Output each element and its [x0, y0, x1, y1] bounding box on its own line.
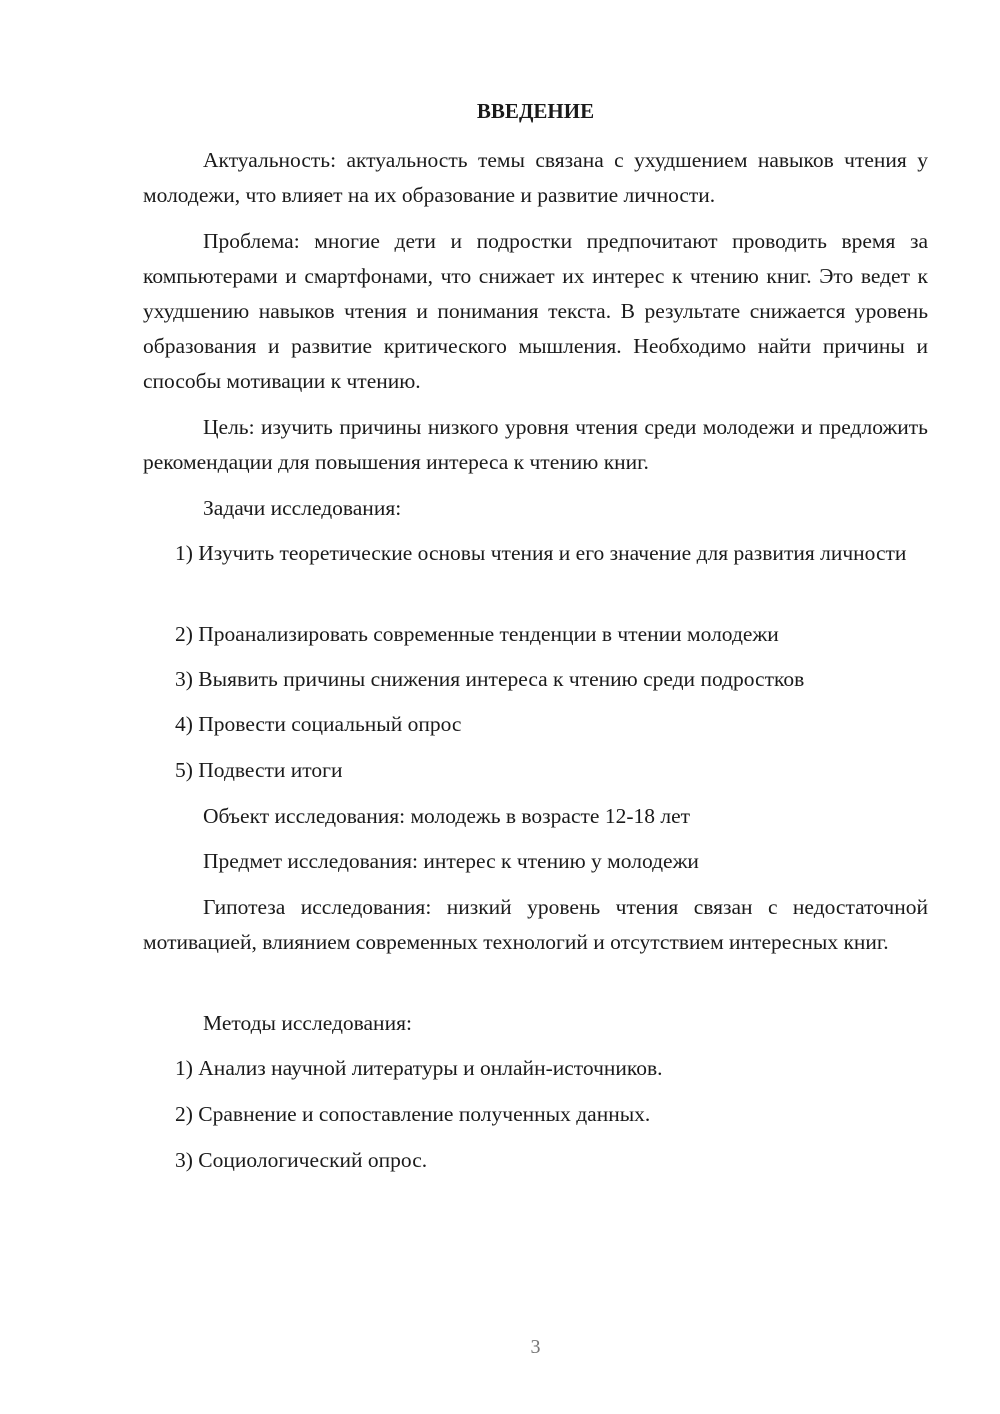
problem-paragraph: Проблема: многие дети и подростки предпочитают проводить время за компьютерами и смартфонами, что снижает их интерес к чтению книг. Это ведет к ухудшению навыков чтения и понимания текста. В результате снижается уровень образования и развитие критического мышления. Необходимо найти причины и способы мотивации к чтению.	[143, 229, 928, 393]
task-item: 1) Изучить теоретические основы чтения и его значение для развития личности	[175, 541, 907, 565]
method-item: 1) Анализ научной литературы и онлайн-источников.	[175, 1056, 663, 1080]
task-item: 5) Подвести итоги	[175, 758, 343, 782]
task-item: 3) Выявить причины снижения интереса к чтению среди подростков	[175, 667, 805, 691]
relevance-paragraph: Актуальность: актуальность темы связана с ухудшением навыков чтения у молодежи, что влияет на их образование и развитие личности.	[143, 148, 928, 207]
methods-label: Методы исследования:	[203, 1011, 412, 1035]
page-number: 3	[530, 1336, 541, 1358]
subject-line: Предмет исследования: интерес к чтению у молодежи	[203, 849, 699, 873]
task-item: 4) Провести социальный опрос	[175, 712, 462, 736]
object-line: Объект исследования: молодежь в возрасте 12-18 лет	[203, 804, 691, 828]
hypothesis-paragraph: Гипотеза исследования: низкий уровень чтения связан с недостаточной мотивацией, влиянием современных технологий и отсутствием интересных книг.	[143, 895, 928, 954]
method-item: 3) Социологический опрос.	[175, 1148, 428, 1172]
task-item: 2) Проанализировать современные тенденции в чтении молодежи	[175, 622, 779, 646]
tasks-label: Задачи исследования:	[203, 496, 402, 520]
goal-paragraph: Цель: изучить причины низкого уровня чтения среди молодежи и предложить рекомендации для повышения интереса к чтению книг.	[143, 415, 928, 474]
page-title: ВВЕДЕНИЕ	[476, 99, 595, 123]
method-item: 2) Сравнение и сопоставление полученных данных.	[175, 1102, 651, 1126]
